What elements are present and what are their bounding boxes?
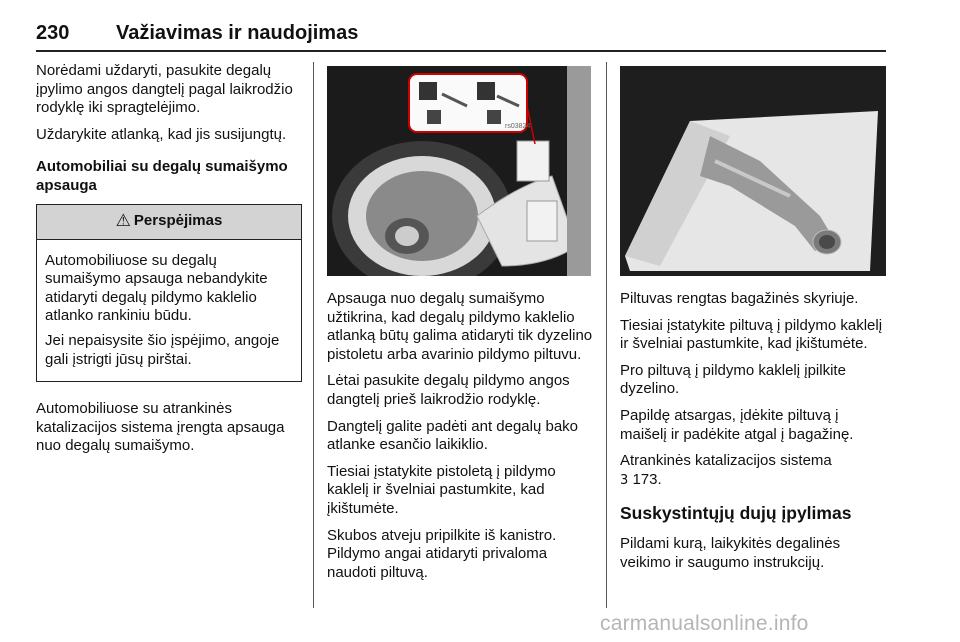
- paragraph: Automobiliuose su atrankinės katalizacijos sistema įrengta apsauga nuo degalų sumaišymo.: [36, 400, 285, 455]
- image-code: rs03824: [505, 123, 531, 130]
- fuel-filler-drawing: [327, 66, 591, 276]
- warning-text: Jei nepaisysite šio įspėjimo, angoje gali įstrigti jūsų pirštai.: [45, 331, 280, 368]
- paragraph: Pildami kurą, laikykitės degalinės veikimo ir saugumo instrukcijų.: [620, 534, 841, 571]
- paragraph: Norėdami uždaryti, pasukite degalų įpylimo angos dangtelį pagal laikrodžio rodyklę iki spragtelėjimo.: [36, 62, 293, 117]
- page-number: 230: [36, 22, 70, 44]
- page-reference[interactable]: [620, 471, 886, 491]
- warning-triangle-icon: ⚠: [115, 211, 131, 231]
- warning-body: [37, 240, 301, 382]
- column-3: [620, 290, 886, 580]
- paragraph: Papildę atsargas, įdėkite piltuvą į maišelį ir padėkite atgal į bagažinę.: [620, 406, 854, 443]
- paragraph: Atrankinės katalizacijos sistema: [620, 452, 832, 470]
- watermark: carmanualsonline.info: [600, 612, 809, 635]
- reference-arrow-icon: 3: [620, 472, 629, 488]
- page-title: Važiavimas ir naudojimas: [116, 22, 359, 44]
- column-divider: [606, 62, 607, 608]
- paragraph: Skubos atveju pripilkite iš kanistro. Pildymo angai atidaryti privaloma naudoti piltuvą.: [327, 526, 557, 581]
- warning-text: Automobiliuose su degalų sumaišymo apsauga nebandykite atidaryti degalų pildymo kaklelio atlanko rankiniu būdu.: [45, 251, 268, 325]
- warning-box: [36, 204, 302, 383]
- funnel-drawing: [620, 66, 886, 276]
- paragraph: Dangtelį galite padėti ant degalų bako atlanke esančio laikiklio.: [327, 417, 579, 454]
- column-divider: [313, 62, 314, 608]
- paragraph: Lėtai pasukite degalų pildymo angos dangtelį prieš laikrodžio rodyklę.: [327, 372, 570, 408]
- paragraph: Uždarykite atlanką, kad jis susijungtų.: [36, 125, 287, 143]
- fuel-filler-illustration: [327, 66, 591, 276]
- column-2: [327, 290, 593, 590]
- section-heading: Suskystintųjų dujų įpylimas: [620, 503, 852, 524]
- warning-header: [37, 205, 301, 240]
- paragraph: Apsauga nuo degalų sumaišymo užtikrina, kad degalų pildymo kaklelio atlanką būtų galima atidaryti tik dyzelino pistoletu arba avarinio pildymo piltuvu.: [327, 290, 593, 363]
- subheading: Automobiliai su degalų sumaišymo apsauga: [36, 158, 288, 194]
- header-rule: [36, 50, 886, 52]
- reference-page: 173.: [632, 470, 662, 488]
- column-1: [36, 62, 302, 464]
- funnel-illustration: [620, 66, 886, 276]
- paragraph: Piltuvas rengtas bagažinės skyriuje.: [620, 290, 859, 307]
- paragraph: Pro piltuvą į pildymo kaklelį įpilkite dyzelino.: [620, 361, 846, 398]
- paragraph: Tiesiai įstatykite pistoletą į pildymo kaklelį ir švelniai pastumkite, kad įkištumėte.: [327, 462, 556, 517]
- warning-title: Perspėjimas: [133, 212, 223, 230]
- paragraph: Tiesiai įstatykite piltuvą į pildymo kaklelį ir švelniai pastumkite, kad įkištumėte.: [620, 316, 883, 353]
